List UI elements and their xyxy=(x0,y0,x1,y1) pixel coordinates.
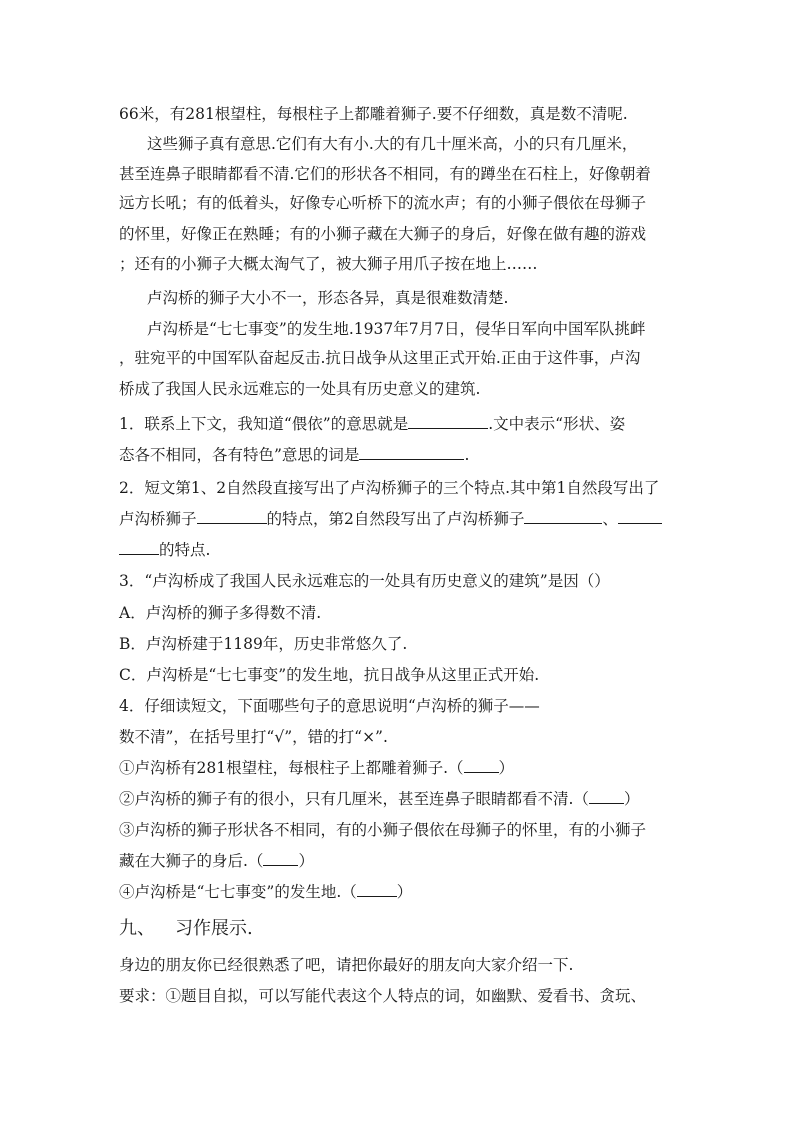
q4-s4-answer[interactable] xyxy=(357,882,397,897)
passage-p2-line1: 这些狮子真有意思.它们有大有小.大的有几十厘米高，小的只有几厘米， xyxy=(147,135,638,153)
q4-s1-close: ） xyxy=(498,759,515,777)
section-9-title: 习作展示. xyxy=(175,918,253,939)
passage-p2-line2: 甚至连鼻子眼睛都看不清.它们的形状各不相同，有的蹲坐在石柱上，好像朝着 xyxy=(119,165,651,183)
section-9-heading xyxy=(119,919,679,939)
q4-s4-close: ） xyxy=(396,883,413,901)
q1-text-a: 1．联系上下文，我知道“偎依”的意思就是 xyxy=(119,415,409,433)
question-2-line1: 2．短文第1、2自然段直接写出了卢沟桥狮子的三个特点.其中第1自然段写出了 xyxy=(119,479,660,497)
q4-statement-1 xyxy=(119,758,679,778)
question-3-option-c[interactable]: C．卢沟桥是“七七事变”的发生地，抗日战争从这里正式开始. xyxy=(119,666,540,684)
q1-text-c: 态各不相同，各有特色”意思的词是 xyxy=(119,446,360,464)
q4-s3-close: ） xyxy=(298,852,314,870)
question-4-line1: 4．仔细读短文，下面哪些句子的意思说明“卢沟桥的狮子—— xyxy=(119,697,540,715)
question-1-line2 xyxy=(119,444,679,465)
question-3-option-b[interactable]: B．卢沟桥建于1189年，历史非常悠久了. xyxy=(119,635,408,653)
q1-text-b: .文中表示“形状、姿 xyxy=(488,415,626,433)
passage-p1-end: 66米，有281根望柱，每根柱子上都雕着狮子.要不仔细数，真是数不清呢. xyxy=(119,105,628,123)
q2-blank-1[interactable] xyxy=(197,508,267,524)
passage-p4-line1: 卢沟桥是“七七事变”的发生地.1937年7月7日，侵华日军向中国军队挑衅 xyxy=(147,320,646,338)
q2-blank-3a[interactable] xyxy=(618,508,662,524)
q1-blank-2[interactable] xyxy=(359,444,464,460)
q2-text-b: 的特点，第2自然段写出了卢沟桥狮子 xyxy=(266,510,525,528)
question-2-line3 xyxy=(119,539,679,560)
passage-p2-line5: ；还有的小狮子大概太淘气了，被大狮子用爪子按在地上…… xyxy=(119,255,538,273)
q2-text-a: 卢沟桥狮子 xyxy=(119,510,197,528)
question-2-line2 xyxy=(119,508,679,529)
q4-s3-answer[interactable] xyxy=(263,851,298,866)
passage-p2-line4: 的怀里，好像正在熟睡；有的小狮子藏在大狮子的身后，好像在做有趣的游戏 xyxy=(119,225,647,243)
q1-blank-1[interactable] xyxy=(408,413,488,429)
q4-s4-text: ④卢沟桥是“七七事变”的发生地.（ xyxy=(119,883,357,901)
passage-p4-line2: ，驻宛平的中国军队奋起反击.抗日战争从这里正式开始.正由于这件事，卢沟 xyxy=(119,349,641,367)
q4-s2-text: ②卢沟桥的狮子有的很小，只有几厘米，甚至连鼻子眼睛都看不清.（ xyxy=(119,790,589,808)
q4-s2-close: ） xyxy=(623,790,640,808)
q2-text-d: 的特点. xyxy=(159,541,211,559)
question-4-line2: 数不清”，在括号里打“√”，错的打“×”. xyxy=(119,728,388,746)
question-3-option-a[interactable]: A．卢沟桥的狮子多得数不清. xyxy=(119,604,322,622)
question-1-line1 xyxy=(119,413,679,434)
q2-blank-3b[interactable] xyxy=(119,539,159,555)
passage-p2-line3: 远方长吼；有的低着头，好像专心听桥下的流水声；有的小狮子偎依在母狮子 xyxy=(119,194,647,212)
q4-statement-3-line1: ③卢沟桥的狮子形状各不相同，有的小狮子偎依在母狮子的怀里，有的小狮子 xyxy=(119,821,647,839)
q4-statement-3-line2 xyxy=(119,851,679,871)
q2-blank-2[interactable] xyxy=(524,508,602,524)
q4-s1-text: ①卢沟桥有281根望柱，每根柱子上都雕着狮子.（ xyxy=(119,759,464,777)
section-9-requirement: 要求：①题目自拟，可以写能代表这个人特点的词，如幽默、爱看书、贪玩、 xyxy=(119,987,647,1005)
q4-s1-answer[interactable] xyxy=(464,758,499,773)
q4-statement-2 xyxy=(119,789,679,809)
question-3-stem: 3．“卢沟桥成了我国人民永远难忘的一处具有历史意义的建筑”是因（） xyxy=(119,572,610,590)
section-9-number: 九、 xyxy=(119,918,155,939)
q4-statement-4 xyxy=(119,882,679,902)
q4-s2-answer[interactable] xyxy=(589,789,624,804)
q2-text-c: 、 xyxy=(602,510,618,528)
q4-s3-text: 藏在大狮子的身后.（ xyxy=(119,852,264,870)
section-9-intro: 身边的朋友你已经很熟悉了吧，请把你最好的朋友向大家介绍一下. xyxy=(119,956,574,974)
passage-p3: 卢沟桥的狮子大小不一，形态各异，真是很难数清楚. xyxy=(147,289,509,307)
q1-text-d: . xyxy=(464,446,470,464)
passage-p4-line3: 桥成了我国人民永远难忘的一处具有历史意义的建筑. xyxy=(119,380,481,398)
